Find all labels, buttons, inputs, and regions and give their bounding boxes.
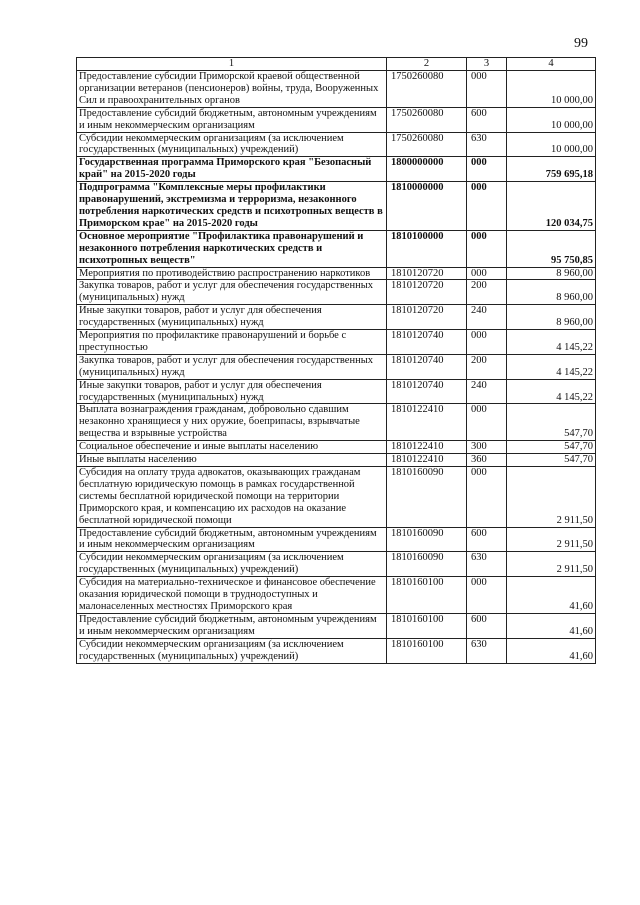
- table-row: [77, 305, 596, 330]
- row-amount: 10 000,00: [507, 107, 596, 132]
- budget-table: [76, 57, 596, 664]
- table-row: [77, 107, 596, 132]
- table-row: [77, 354, 596, 379]
- table-row: [77, 577, 596, 614]
- row-name: Выплата вознаграждения гражданам, добровольно сдавшим незаконно хранящиеся у них оружие, боеприпасы, взрывчатые вещества и взрывные устройства: [77, 404, 387, 441]
- row-code: 1810120740: [387, 354, 467, 379]
- row-name: Государственная программа Приморского края "Безопасный край" на 2015-2020 годы: [77, 157, 387, 182]
- row-code: 1750260080: [387, 71, 467, 108]
- row-type: 600: [467, 613, 507, 638]
- row-name: Субсидии некоммерческим организациям (за исключением государственных (муниципальных) учреждений): [77, 132, 387, 157]
- row-name: Мероприятия по профилактике правонарушений и борьбе с преступностью: [77, 330, 387, 355]
- row-amount: 8 960,00: [507, 280, 596, 305]
- row-amount: 2 911,50: [507, 527, 596, 552]
- row-code: 1810160090: [387, 552, 467, 577]
- page-number: 99: [574, 36, 588, 51]
- table-row: [77, 404, 596, 441]
- row-amount: 759 695,18: [507, 157, 596, 182]
- row-type: 630: [467, 552, 507, 577]
- row-amount: 41,60: [507, 577, 596, 614]
- table-row: [77, 157, 596, 182]
- row-type: 000: [467, 182, 507, 231]
- row-name: Субсидии некоммерческим организациям (за исключением государственных (муниципальных) учреждений): [77, 638, 387, 663]
- row-code: 1810122410: [387, 454, 467, 467]
- table-row: [77, 527, 596, 552]
- row-code: 1810120720: [387, 280, 467, 305]
- row-code: 1810160100: [387, 613, 467, 638]
- row-name: Иные выплаты населению: [77, 454, 387, 467]
- table-row: [77, 441, 596, 454]
- row-type: 200: [467, 280, 507, 305]
- row-amount: 547,70: [507, 404, 596, 441]
- row-code: 1810120720: [387, 267, 467, 280]
- header-row: [77, 58, 596, 71]
- row-amount: 95 750,85: [507, 230, 596, 267]
- row-name: Предоставление субсидий бюджетным, автономным учреждениям и иным некоммерческим организациям: [77, 107, 387, 132]
- row-type: 000: [467, 157, 507, 182]
- row-code: 1810000000: [387, 182, 467, 231]
- table-row: [77, 552, 596, 577]
- row-amount: 10 000,00: [507, 71, 596, 108]
- row-name: Субсидия на материально-техническое и финансовое обеспечение оказания юридической помощи в труднодоступных и малонаселенных местностях Приморского края: [77, 577, 387, 614]
- table-row: [77, 454, 596, 467]
- row-type: 240: [467, 379, 507, 404]
- row-type: 630: [467, 638, 507, 663]
- row-code: 1810160100: [387, 577, 467, 614]
- row-amount: 2 911,50: [507, 467, 596, 528]
- row-name: Предоставление субсидии Приморской краевой общественной организации ветеранов (пенсионеров) войны, труда, Вооруженных Сил и правоохранительных органов: [77, 71, 387, 108]
- row-type: 000: [467, 577, 507, 614]
- table-row: [77, 182, 596, 231]
- row-name: Социальное обеспечение и иные выплаты населению: [77, 441, 387, 454]
- row-name: Подпрограмма "Комплексные меры профилактики правонарушений, экстремизма и терроризма, незаконного потребления наркотических средств и психотропных веществ в Приморском крае" на 2015-2020 годы: [77, 182, 387, 231]
- table-row: [77, 613, 596, 638]
- header-col-4: 4: [507, 58, 596, 71]
- row-type: 000: [467, 404, 507, 441]
- row-name: Мероприятия по противодействию распространению наркотиков: [77, 267, 387, 280]
- row-code: 1800000000: [387, 157, 467, 182]
- row-amount: 8 960,00: [507, 267, 596, 280]
- row-amount: 41,60: [507, 638, 596, 663]
- table-row: [77, 379, 596, 404]
- row-code: 1810160100: [387, 638, 467, 663]
- row-type: 000: [467, 330, 507, 355]
- row-type: 000: [467, 230, 507, 267]
- table-row: [77, 280, 596, 305]
- row-type: 200: [467, 354, 507, 379]
- row-name: Закупка товаров, работ и услуг для обеспечения государственных (муниципальных) нужд: [77, 280, 387, 305]
- table-row: [77, 267, 596, 280]
- row-name: Субсидия на оплату труда адвокатов, оказывающих гражданам бесплатную юридическую помощь в рамках государственной системы бесплатной юридической помощи на территории Приморского края, и компенсацию их расходов на оказание бесплатной юридической помощи: [77, 467, 387, 528]
- row-name: Иные закупки товаров, работ и услуг для обеспечения государственных (муниципальных) нужд: [77, 379, 387, 404]
- row-code: 1750260080: [387, 107, 467, 132]
- row-type: 360: [467, 454, 507, 467]
- row-amount: 547,70: [507, 454, 596, 467]
- row-amount: 2 911,50: [507, 552, 596, 577]
- header-col-2: 2: [387, 58, 467, 71]
- row-amount: 120 034,75: [507, 182, 596, 231]
- row-code: 1810120740: [387, 379, 467, 404]
- row-name: Предоставление субсидий бюджетным, автономным учреждениям и иным некоммерческим организациям: [77, 527, 387, 552]
- row-code: 1750260080: [387, 132, 467, 157]
- row-name: Субсидии некоммерческим организациям (за исключением государственных (муниципальных) учреждений): [77, 552, 387, 577]
- row-name: Иные закупки товаров, работ и услуг для обеспечения государственных (муниципальных) нужд: [77, 305, 387, 330]
- table-body: [77, 71, 596, 664]
- row-code: 1810120720: [387, 305, 467, 330]
- row-type: 000: [467, 71, 507, 108]
- row-type: 000: [467, 267, 507, 280]
- row-type: 630: [467, 132, 507, 157]
- row-amount: 4 145,22: [507, 330, 596, 355]
- header-col-3: 3: [467, 58, 507, 71]
- row-amount: 4 145,22: [507, 354, 596, 379]
- row-name: Основное мероприятие "Профилактика правонарушений и незаконного потребления наркотических средств и психотропных веществ": [77, 230, 387, 267]
- table-row: [77, 638, 596, 663]
- row-code: 1810122410: [387, 441, 467, 454]
- row-type: 600: [467, 107, 507, 132]
- row-type: 000: [467, 467, 507, 528]
- row-amount: 4 145,22: [507, 379, 596, 404]
- row-code: 1810100000: [387, 230, 467, 267]
- row-code: 1810120740: [387, 330, 467, 355]
- row-amount: 41,60: [507, 613, 596, 638]
- row-name: Предоставление субсидий бюджетным, автономным учреждениям и иным некоммерческим организациям: [77, 613, 387, 638]
- table-row: [77, 330, 596, 355]
- row-type: 240: [467, 305, 507, 330]
- header-col-1: 1: [77, 58, 387, 71]
- table-row: [77, 230, 596, 267]
- row-amount: 547,70: [507, 441, 596, 454]
- table-row: [77, 467, 596, 528]
- row-amount: 8 960,00: [507, 305, 596, 330]
- table-row: [77, 132, 596, 157]
- row-code: 1810122410: [387, 404, 467, 441]
- row-type: 300: [467, 441, 507, 454]
- row-name: Закупка товаров, работ и услуг для обеспечения государственных (муниципальных) нужд: [77, 354, 387, 379]
- row-amount: 10 000,00: [507, 132, 596, 157]
- row-code: 1810160090: [387, 467, 467, 528]
- table-row: [77, 71, 596, 108]
- row-code: 1810160090: [387, 527, 467, 552]
- row-type: 600: [467, 527, 507, 552]
